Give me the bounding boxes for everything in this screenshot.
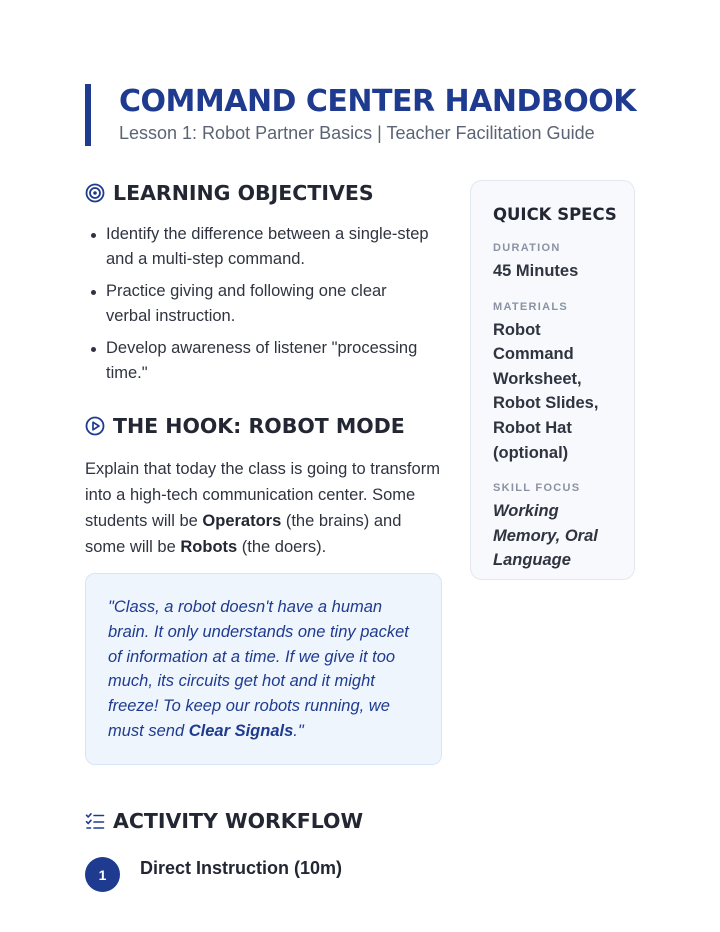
skill-focus-value: Working Memory, Oral Language	[493, 502, 598, 570]
quick-specs-title: QUICK SPECS	[493, 205, 617, 224]
objectives-list	[85, 222, 435, 393]
robots-term: Robots	[180, 538, 238, 556]
list-item: Practice giving and following one clear verbal instruction.	[85, 279, 435, 328]
step-number-badge: 1	[85, 857, 120, 892]
workflow-step	[85, 856, 342, 892]
hook-paragraph	[85, 456, 445, 560]
learning-objectives-heading-text: LEARNING OBJECTIVES	[113, 181, 374, 205]
page-title: COMMAND CENTER HANDBOOK	[119, 84, 636, 119]
teacher-script-callout	[85, 573, 442, 765]
handbook-header	[85, 84, 636, 146]
duration-label: DURATION	[493, 242, 561, 254]
duration-value: 45 Minutes	[493, 262, 579, 280]
quote-text-part: "Class, a robot doesn't have a human brain. It only understands one tiny packet of information at a time. If we give it too much, its circuits get hot and it might freeze! To keep our robots running, we must send	[108, 598, 409, 740]
play-circle-icon	[85, 416, 105, 436]
hook-text-part: (the doers).	[237, 538, 327, 556]
skill-focus-label: SKILL FOCUS	[493, 482, 581, 495]
quick-specs-card	[470, 180, 635, 580]
activity-workflow-heading	[85, 809, 363, 833]
hook-text-part: (the brains) and some will be	[85, 512, 402, 556]
page-subtitle: Lesson 1: Robot Partner Basics | Teacher Facilitation Guide	[119, 123, 595, 143]
quote-text-part: ."	[293, 721, 304, 740]
hook-heading	[85, 414, 405, 438]
teacher-script-quote	[108, 595, 421, 744]
list-item: Identify the difference between a single-step and a multi-step command.	[85, 222, 435, 271]
hook-text-part: Explain that today the class is going to transform into a high-tech communication center. Some students will be	[85, 460, 440, 530]
step-title: Direct Instruction (10m)	[140, 858, 343, 878]
hook-heading-text: THE HOOK: ROBOT MODE	[113, 414, 405, 438]
learning-objectives-heading	[85, 181, 374, 205]
activity-workflow-heading-text: ACTIVITY WORKFLOW	[113, 809, 364, 833]
clear-signals-term: Clear Signals	[188, 721, 294, 740]
materials-label: MATERIALS	[493, 300, 569, 313]
materials-value: Robot Command Worksheet, Robot Slides, Robot Hat (optional)	[493, 320, 599, 462]
operators-term: Operators	[202, 512, 282, 530]
target-icon	[85, 183, 105, 203]
checklist-icon	[85, 811, 105, 831]
list-item: Develop awareness of listener "processing time."	[85, 336, 435, 385]
